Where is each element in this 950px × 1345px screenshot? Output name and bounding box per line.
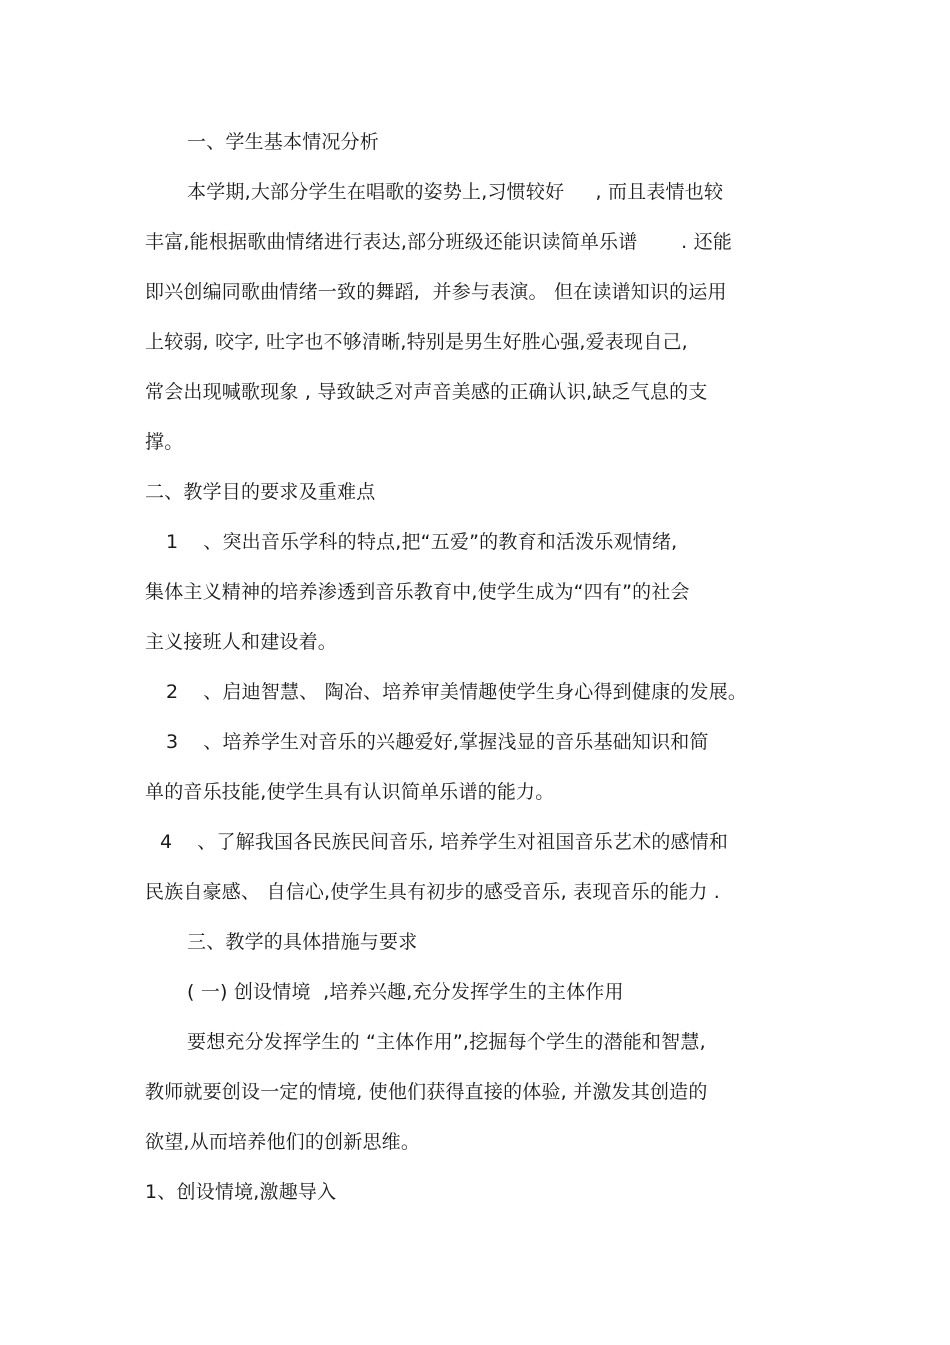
paragraph-line: 上较弱, 咬字, 吐字也不够清晰,特别是男生好胜心强,爱表现自己, — [145, 331, 688, 353]
paragraph-line: 丰富,能根据歌曲情绪进行表达,部分班级还能识读简单乐谱 . 还能 — [145, 231, 733, 253]
paragraph-line: 欲望,从而培养他们的创新思维。 — [145, 1131, 421, 1153]
section-heading-3: 三、教学的具体措施与要求 — [187, 931, 418, 953]
list-item: 2 、启迪智慧、 陶冶、培养审美情趣使学生身心得到健康的发展。 — [166, 681, 748, 703]
paragraph-line: 即兴创编同歌曲情绪一致的舞蹈, 并参与表演。 但在读谱知识的运用 — [145, 281, 727, 303]
paragraph-line: 常会出现喊歌现象 , 导致缺乏对声音美感的正确认识,缺乏气息的支 — [145, 381, 708, 403]
paragraph-line: 本学期,大部分学生在唱歌的姿势上,习惯较好 , 而且表情也较 — [187, 181, 724, 203]
paragraph-line: 撑。 — [145, 431, 184, 453]
list-item: 1 、突出音乐学科的特点,把“五爱”的教育和活泼乐观情绪, — [166, 531, 678, 553]
subsection-heading: ( 一) 创设情境 ,培养兴趣,充分发挥学生的主体作用 — [187, 981, 624, 1003]
paragraph-line: 民族自豪感、 自信心,使学生具有初步的感受音乐, 表现音乐的能力 . — [145, 881, 721, 903]
paragraph-line: 要想充分发挥学生的 “主体作用”,挖掘每个学生的潜能和智慧, — [187, 1031, 706, 1053]
subsection-heading: 1、创设情境,激趣导入 — [145, 1181, 337, 1203]
paragraph-line: 教师就要创设一定的情境, 使他们获得直接的体验, 并激发其创造的 — [145, 1081, 708, 1103]
section-heading-2: 二、教学目的要求及重难点 — [145, 481, 376, 503]
paragraph-line: 单的音乐技能,使学生具有认识简单乐谱的能力。 — [145, 781, 555, 803]
paragraph-line: 集体主义精神的培养渗透到音乐教育中,使学生成为“四有”的社会 — [145, 581, 690, 603]
list-item: 4 、了解我国各民族民间音乐, 培养学生对祖国音乐艺术的感情和 — [160, 831, 729, 853]
list-item: 3 、培养学生对音乐的兴趣爱好,掌握浅显的音乐基础知识和简 — [166, 731, 709, 753]
section-heading-1: 一、学生基本情况分析 — [187, 131, 380, 153]
paragraph-line: 主义接班人和建设着。 — [145, 631, 338, 653]
